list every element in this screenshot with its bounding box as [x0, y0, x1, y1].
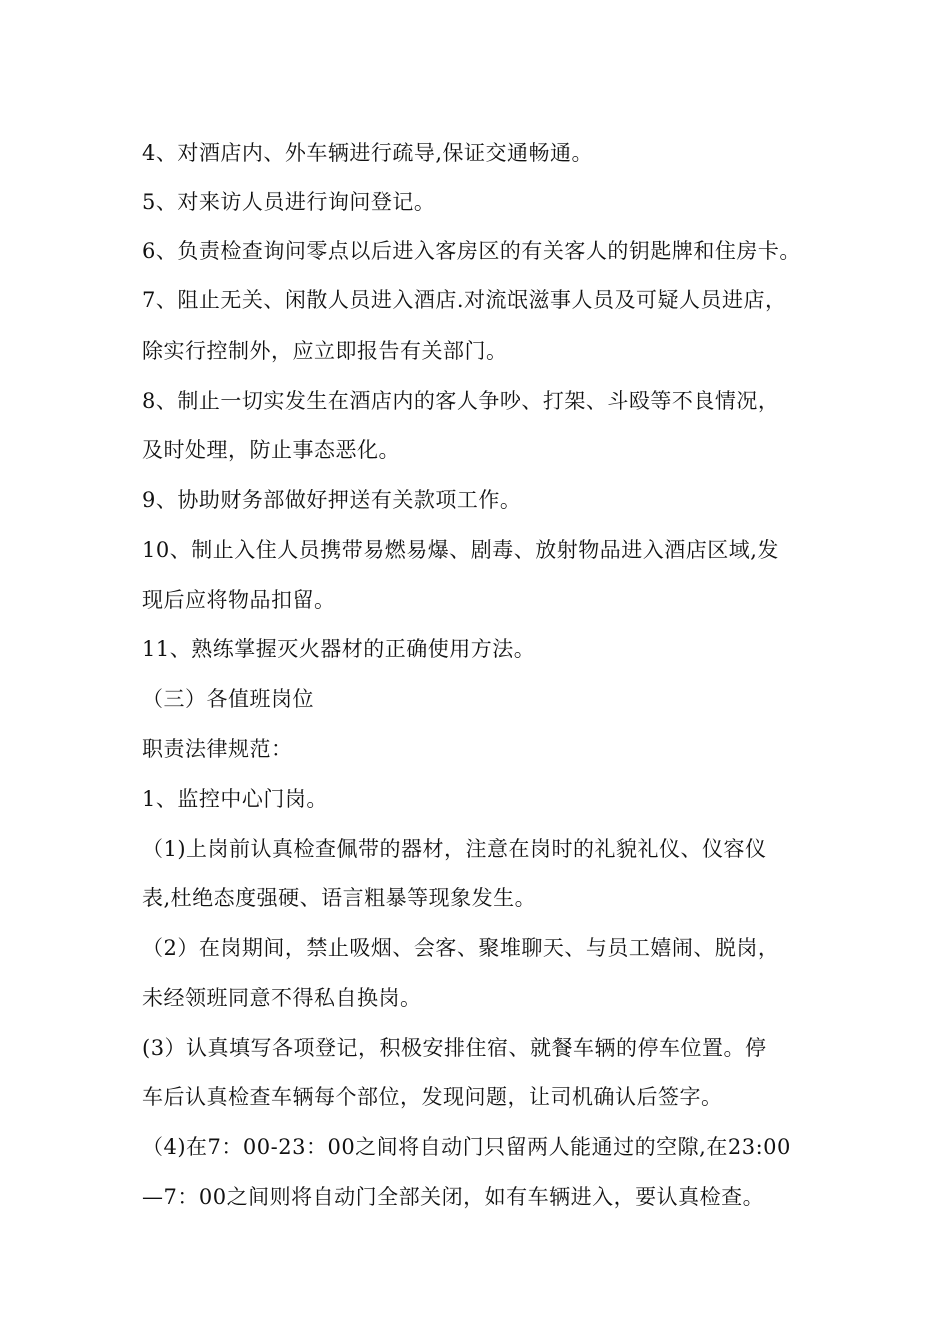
- section-heading: （三）各值班岗位: [142, 687, 314, 711]
- text-line: 9、协助财务部做好押送有关款项工作。: [142, 488, 522, 512]
- text-line: 除实行控制外，应立即报告有关部门。: [142, 339, 508, 363]
- text-line: 现后应将物品扣留。: [142, 588, 336, 612]
- text-line: 职责法律规范：: [142, 737, 293, 761]
- text-line: 7、阻止无关、闲散人员进入酒店.对流氓滋事人员及可疑人员进店，: [142, 288, 787, 312]
- text-line: 11、熟练掌握灭火器材的正确使用方法。: [142, 637, 536, 661]
- text-line: (3）认真填写各项登记，积极安排住宿、就餐车辆的停车位置。停: [142, 1036, 767, 1060]
- text-line: 车后认真检查车辆每个部位，发现问题，让司机确认后签字。: [142, 1085, 723, 1109]
- text-line: （1)上岗前认真检查佩带的器材，注意在岗时的礼貌礼仪、仪容仪: [142, 837, 767, 861]
- text-line: 未经领班同意不得私自换岗。: [142, 986, 422, 1010]
- text-line: 1、监控中心门岗。: [142, 787, 328, 811]
- text-line: 及时处理，防止事态恶化。: [142, 438, 400, 462]
- text-line: 4、对酒店内、外车辆进行疏导,保证交通畅通。: [142, 141, 594, 165]
- text-line: 6、负责检查询问零点以后进入客房区的有关客人的钥匙牌和住房卡。: [142, 239, 801, 263]
- text-line: 5、对来访人员进行询问登记。: [142, 190, 436, 214]
- text-line: 表,杜绝态度强硬、语言粗暴等现象发生。: [142, 886, 537, 910]
- text-line: —7：00之间则将自动门全部关闭，如有车辆进入，要认真检查。: [142, 1185, 765, 1209]
- text-line: （2）在岗期间，禁止吸烟、会客、聚堆聊天、与员工嬉闹、脱岗，: [142, 936, 780, 960]
- text-line: 8、制止一切实发生在酒店内的客人争吵、打架、斗殴等不良情况，: [142, 389, 780, 413]
- text-line: 10、制止入住人员携带易燃易爆、剧毒、放射物品进入酒店区域,发: [142, 538, 779, 562]
- text-line: （4)在7：00-23：00之间将自动门只留两人能通过的空隙,在23:00: [142, 1135, 791, 1159]
